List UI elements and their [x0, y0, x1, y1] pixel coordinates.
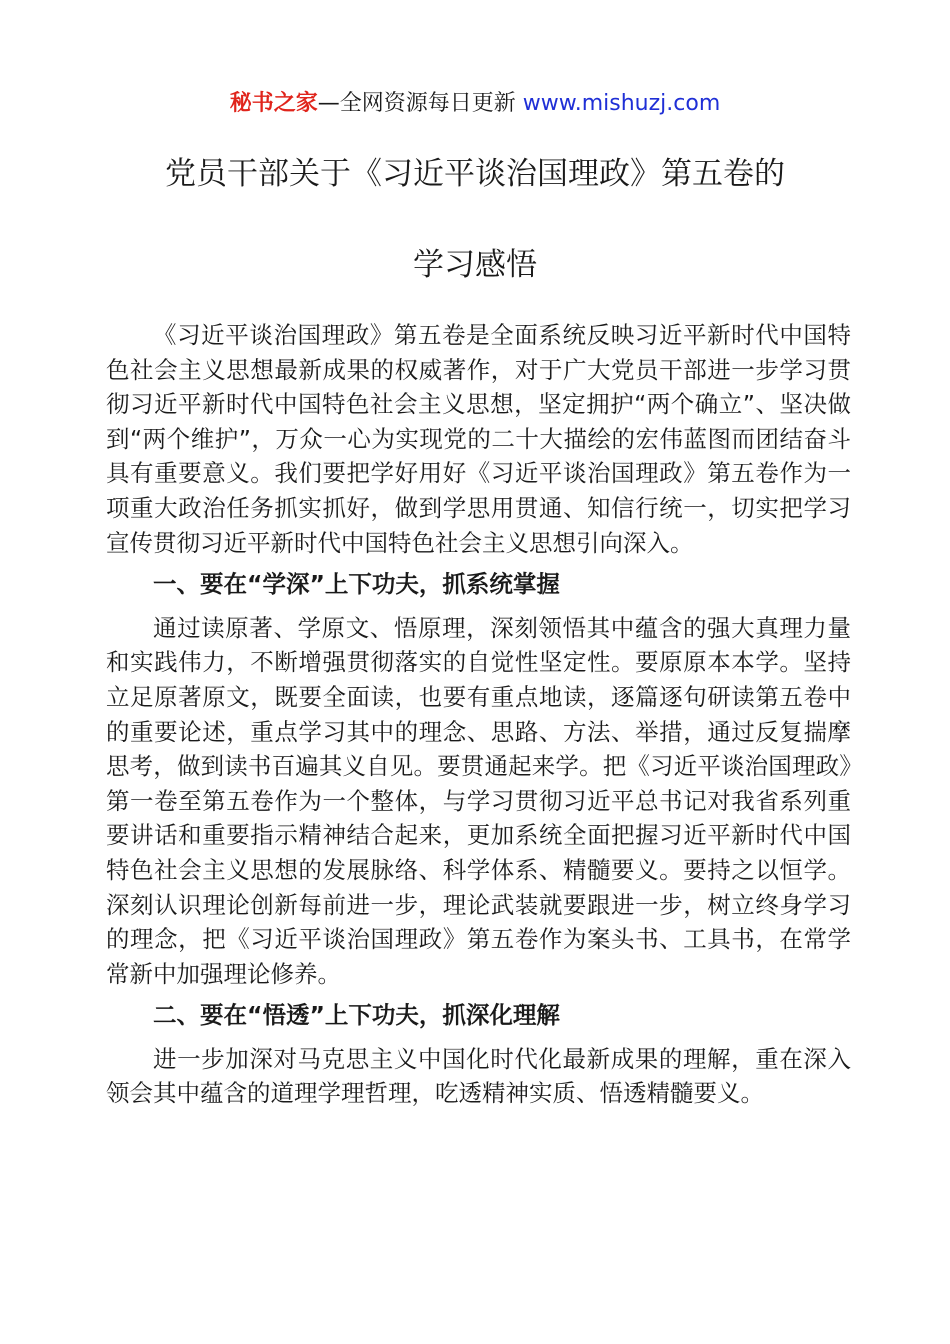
document-title-line-1: 党员干部关于《习近平谈治国理政》第五卷的	[165, 156, 785, 192]
brand-name: 秘书之家	[229, 91, 318, 116]
paragraph-section-1: 通过读原著、学原文、悟原理，深刻领悟其中蕴含的强大真理力量和实践伟力，不断增强贯彻落实的自觉性坚定性。要原原本本学。坚持立足原著原文，既要全面读，也要有重点地读，逐篇逐句研读第五卷中的重要论述，重点学习其中的理念、思路、方法、举措，通过反复揣摩思考，做到读书百遍其义自见。要贯通起来学。把《习近平谈治国理政》第一卷至第五卷作为一个整体，与学习贯彻习近平总书记对我省系列重要讲话和重要指示精神结合起来，更加系统全面把握习近平新时代中国特色社会主义思想的发展脉络、科学体系、精髓要义。要持之以恒学。深刻认识理论创新每前进一步，理论武装就要跟进一步，树立终身学习的理念，把《习近平谈治国理政》第五卷作为案头书、工具书，在常学常新中加强理论修养。	[106, 613, 851, 988]
header-slogan: —全网资源每日更新	[317, 91, 523, 116]
section-heading-1: 一、要在“学深”上下功夫，抓系统掌握	[153, 570, 560, 599]
paragraph-section-2: 进一步加深对马克思主义中国化时代化最新成果的理解，重在深入领会其中蕴含的道理学理哲理，吃透精神实质、悟透精髓要义。	[106, 1044, 851, 1108]
site-header	[0, 88, 950, 120]
section-heading-2: 二、要在“悟透”上下功夫，抓深化理解	[153, 1001, 560, 1030]
site-url[interactable]: www.mishuzj.com	[522, 91, 721, 116]
document-title-line-2: 学习感悟	[413, 247, 537, 283]
paragraph-intro: 《习近平谈治国理政》第五卷是全面系统反映习近平新时代中国特色社会主义思想最新成果的权威著作，对于广大党员干部进一步学习贯彻习近平新时代中国特色社会主义思想，坚定拥护“两个确立”、坚决做到“两个维护”，万众一心为实现党的二十大描绘的宏伟蓝图而团结奋斗具有重要意义。我们要把学好用好《习近平谈治国理政》第五卷作为一项重大政治任务抓实抓好，做到学思用贯通、知信行统一，切实把学习宣传贯彻习近平新时代中国特色社会主义思想引向深入。	[106, 321, 851, 557]
document-body	[106, 318, 851, 1111]
